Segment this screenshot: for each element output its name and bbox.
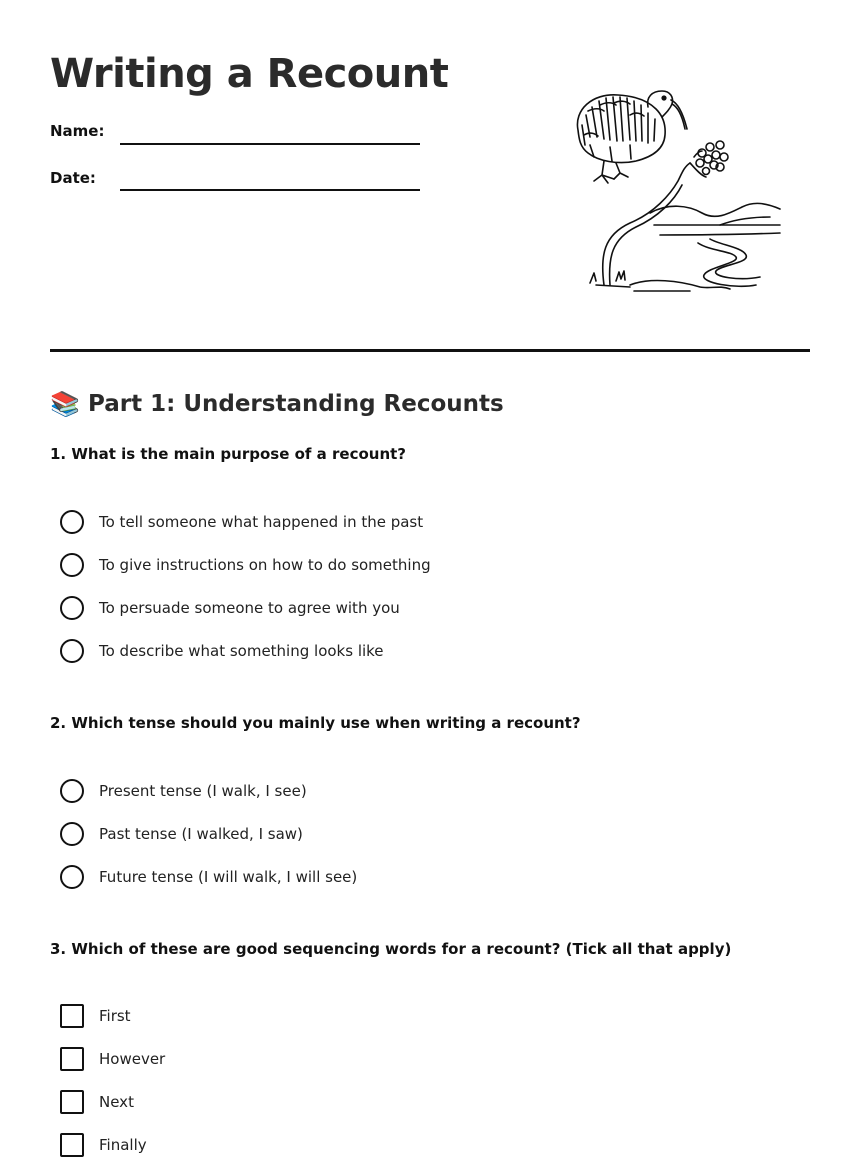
q3-option-1[interactable] (60, 1004, 131, 1028)
question-2: 2. Which tense should you mainly use when writing a recount? (50, 714, 581, 732)
q1-option-2[interactable] (60, 553, 431, 577)
q2-option-2[interactable] (60, 822, 303, 846)
radio-button[interactable] (60, 510, 84, 534)
question-3: 3. Which of these are good sequencing words for a recount? (Tick all that apply) (50, 940, 732, 958)
checkbox[interactable] (60, 1004, 84, 1028)
q3-option-3[interactable] (60, 1090, 134, 1114)
option-label: To persuade someone to agree with you (99, 599, 400, 617)
q1-option-1[interactable] (60, 510, 423, 534)
option-label: To give instructions on how to do something (99, 556, 431, 574)
radio-button[interactable] (60, 596, 84, 620)
option-label: Next (99, 1093, 134, 1111)
option-label: However (99, 1050, 166, 1068)
radio-button[interactable] (60, 553, 84, 577)
radio-button[interactable] (60, 639, 84, 663)
q1-option-3[interactable] (60, 596, 400, 620)
radio-button[interactable] (60, 822, 84, 846)
option-label: Past tense (I walked, I saw) (99, 825, 303, 843)
q3-option-2[interactable] (60, 1047, 165, 1071)
part1-title: Part 1: Understanding Recounts (88, 391, 504, 417)
option-label: To describe what something looks like (99, 642, 384, 660)
q3-option-4[interactable] (60, 1133, 147, 1157)
books-icon: 📚 (50, 390, 80, 418)
name-field-line[interactable] (120, 143, 420, 145)
q1-option-4[interactable] (60, 639, 384, 663)
name-label: Name: (50, 122, 105, 140)
checkbox[interactable] (60, 1090, 84, 1114)
checkbox[interactable] (60, 1133, 84, 1157)
q2-option-3[interactable] (60, 865, 357, 889)
option-label: First (99, 1007, 131, 1025)
option-label: Present tense (I walk, I see) (99, 782, 307, 800)
question-1: 1. What is the main purpose of a recount? (50, 445, 407, 463)
part1-header (50, 386, 504, 422)
option-label: Finally (99, 1136, 147, 1154)
checkbox[interactable] (60, 1047, 84, 1071)
radio-button[interactable] (60, 865, 84, 889)
option-label: Future tense (I will walk, I will see) (99, 868, 358, 886)
worksheet-title: Writing a Recount (50, 51, 449, 97)
kiwi-illustration (570, 85, 790, 300)
date-label: Date: (50, 169, 96, 187)
q2-option-1[interactable] (60, 779, 307, 803)
date-field-line[interactable] (120, 189, 420, 191)
radio-button[interactable] (60, 779, 84, 803)
section-divider (50, 349, 810, 352)
option-label: To tell someone what happened in the past (99, 513, 424, 531)
